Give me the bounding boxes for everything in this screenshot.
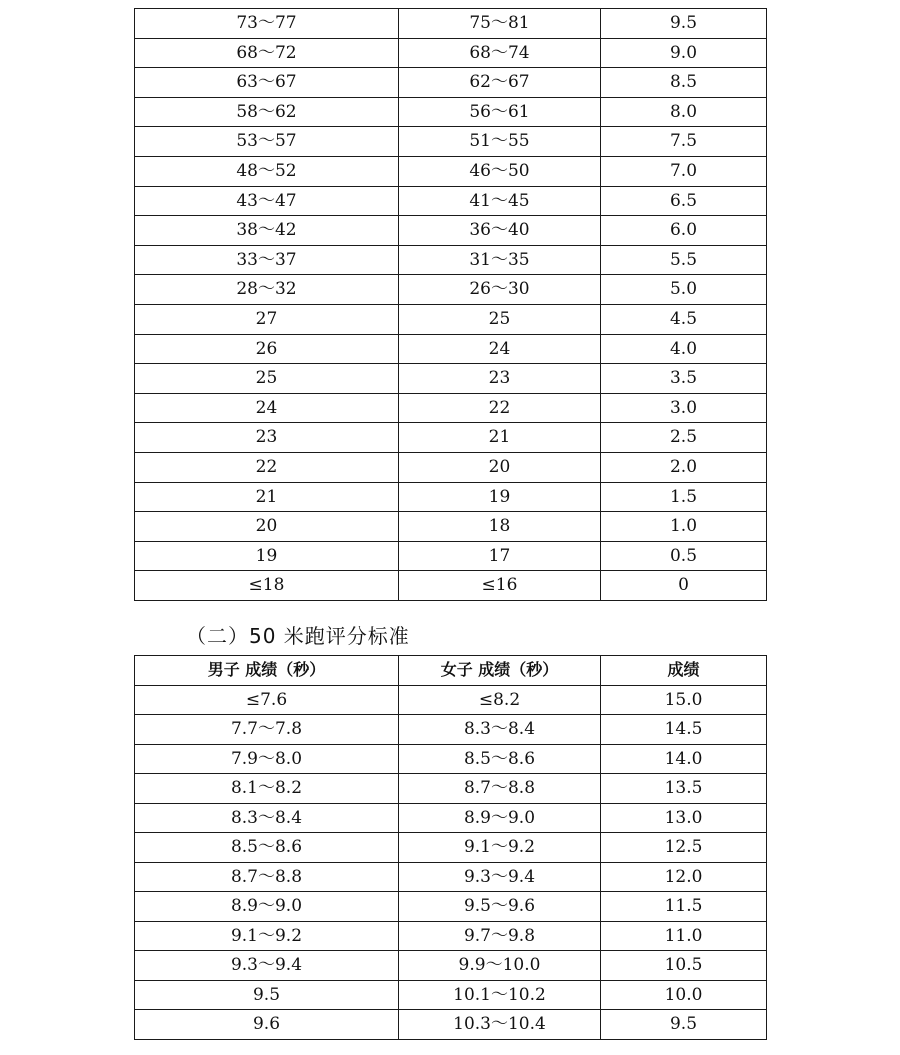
score-value: 4.0	[601, 334, 767, 364]
score-value: 12.0	[601, 862, 767, 892]
score-value: 4.5	[601, 304, 767, 334]
female-value: 75～81	[399, 9, 601, 39]
male-value: 33～37	[135, 245, 399, 275]
female-value: 8.5～8.6	[399, 744, 601, 774]
male-value: 7.7～7.8	[135, 715, 399, 745]
section-title-50m-run: （二）50 米跑评分标准	[186, 624, 410, 648]
female-value: 9.9～10.0	[399, 951, 601, 981]
table-row	[135, 393, 767, 423]
male-value: 48～52	[135, 156, 399, 186]
table-row	[135, 541, 767, 571]
male-value: 21	[135, 482, 399, 512]
score-value: 13.0	[601, 803, 767, 833]
header-male-time: 男子 成绩（秒）	[135, 656, 399, 686]
male-value: 8.3～8.4	[135, 803, 399, 833]
female-value: 26～30	[399, 275, 601, 305]
female-value: 36～40	[399, 216, 601, 246]
table-row	[135, 685, 767, 715]
male-value: 8.9～9.0	[135, 892, 399, 922]
male-value: ≤18	[135, 571, 399, 601]
score-value: 13.5	[601, 774, 767, 804]
score-value: 9.5	[601, 1010, 767, 1040]
table-row	[135, 951, 767, 981]
score-value: 14.0	[601, 744, 767, 774]
50m-run-score-table	[134, 655, 767, 1040]
female-value: 24	[399, 334, 601, 364]
table-row	[135, 571, 767, 601]
table-row	[135, 715, 767, 745]
table-row	[135, 862, 767, 892]
score-table-continued-body	[135, 9, 767, 601]
female-value: 31～35	[399, 245, 601, 275]
table-row	[135, 774, 767, 804]
score-value: 2.0	[601, 452, 767, 482]
male-value: 63～67	[135, 68, 399, 98]
score-value: 9.5	[601, 9, 767, 39]
female-value: 10.3～10.4	[399, 1010, 601, 1040]
male-value: 26	[135, 334, 399, 364]
female-value: 9.3～9.4	[399, 862, 601, 892]
male-value: 19	[135, 541, 399, 571]
table-row	[135, 245, 767, 275]
table-row	[135, 216, 767, 246]
female-value: 62～67	[399, 68, 601, 98]
table-row	[135, 980, 767, 1010]
score-value: 9.0	[601, 38, 767, 68]
female-value: 17	[399, 541, 601, 571]
score-value: 8.5	[601, 68, 767, 98]
female-value: 10.1～10.2	[399, 980, 601, 1010]
score-value: 1.5	[601, 482, 767, 512]
table-row	[135, 334, 767, 364]
table-row	[135, 744, 767, 774]
female-value: 25	[399, 304, 601, 334]
female-value: 41～45	[399, 186, 601, 216]
table-row	[135, 892, 767, 922]
table-row	[135, 9, 767, 39]
score-value: 5.0	[601, 275, 767, 305]
female-value: 22	[399, 393, 601, 423]
female-value: 19	[399, 482, 601, 512]
table-row	[135, 364, 767, 394]
table-row	[135, 452, 767, 482]
male-value: 8.1～8.2	[135, 774, 399, 804]
female-value: ≤8.2	[399, 685, 601, 715]
score-value: 3.5	[601, 364, 767, 394]
table-row	[135, 68, 767, 98]
male-value: 43～47	[135, 186, 399, 216]
score-value: 14.5	[601, 715, 767, 745]
male-value: 9.1～9.2	[135, 921, 399, 951]
female-value: 46～50	[399, 156, 601, 186]
male-value: 58～62	[135, 97, 399, 127]
table-row	[135, 803, 767, 833]
female-value: 68～74	[399, 38, 601, 68]
score-value: 8.0	[601, 97, 767, 127]
female-value: 8.9～9.0	[399, 803, 601, 833]
male-value: 8.7～8.8	[135, 862, 399, 892]
table-header-row	[135, 656, 767, 686]
score-value: 0.5	[601, 541, 767, 571]
score-value: 2.5	[601, 423, 767, 453]
score-value: 0	[601, 571, 767, 601]
female-value: 23	[399, 364, 601, 394]
female-value: 18	[399, 512, 601, 542]
table-row	[135, 97, 767, 127]
table-row	[135, 127, 767, 157]
male-value: 28～32	[135, 275, 399, 305]
header-score: 成绩	[601, 656, 767, 686]
female-value: 8.3～8.4	[399, 715, 601, 745]
male-value: 25	[135, 364, 399, 394]
score-value: 10.0	[601, 980, 767, 1010]
male-value: 7.9～8.0	[135, 744, 399, 774]
table-row	[135, 1010, 767, 1040]
male-value: 38～42	[135, 216, 399, 246]
table-row	[135, 833, 767, 863]
score-value: 12.5	[601, 833, 767, 863]
female-value: 20	[399, 452, 601, 482]
score-value: 6.0	[601, 216, 767, 246]
table-row	[135, 482, 767, 512]
table-row	[135, 921, 767, 951]
male-value: 23	[135, 423, 399, 453]
female-value: 21	[399, 423, 601, 453]
female-value: 51～55	[399, 127, 601, 157]
male-value: 8.5～8.6	[135, 833, 399, 863]
50m-run-score-table-body	[135, 685, 767, 1039]
table-row	[135, 512, 767, 542]
score-value: 1.0	[601, 512, 767, 542]
female-value: 9.7～9.8	[399, 921, 601, 951]
female-value: ≤16	[399, 571, 601, 601]
score-value: 5.5	[601, 245, 767, 275]
male-value: 53～57	[135, 127, 399, 157]
male-value: 68～72	[135, 38, 399, 68]
male-value: 9.3～9.4	[135, 951, 399, 981]
score-value: 10.5	[601, 951, 767, 981]
male-value: 27	[135, 304, 399, 334]
score-value: 15.0	[601, 685, 767, 715]
table-row	[135, 304, 767, 334]
male-value: ≤7.6	[135, 685, 399, 715]
score-value: 11.5	[601, 892, 767, 922]
female-value: 9.1～9.2	[399, 833, 601, 863]
female-value: 9.5～9.6	[399, 892, 601, 922]
male-value: 20	[135, 512, 399, 542]
table-row	[135, 186, 767, 216]
male-value: 9.5	[135, 980, 399, 1010]
table-row	[135, 275, 767, 305]
female-value: 56～61	[399, 97, 601, 127]
score-value: 7.0	[601, 156, 767, 186]
header-female-time: 女子 成绩（秒）	[399, 656, 601, 686]
score-value: 11.0	[601, 921, 767, 951]
female-value: 8.7～8.8	[399, 774, 601, 804]
table-row	[135, 156, 767, 186]
score-value: 6.5	[601, 186, 767, 216]
score-table-continued	[134, 8, 767, 601]
score-value: 3.0	[601, 393, 767, 423]
table-row	[135, 38, 767, 68]
male-value: 9.6	[135, 1010, 399, 1040]
score-value: 7.5	[601, 127, 767, 157]
table-row	[135, 423, 767, 453]
male-value: 24	[135, 393, 399, 423]
male-value: 22	[135, 452, 399, 482]
male-value: 73～77	[135, 9, 399, 39]
